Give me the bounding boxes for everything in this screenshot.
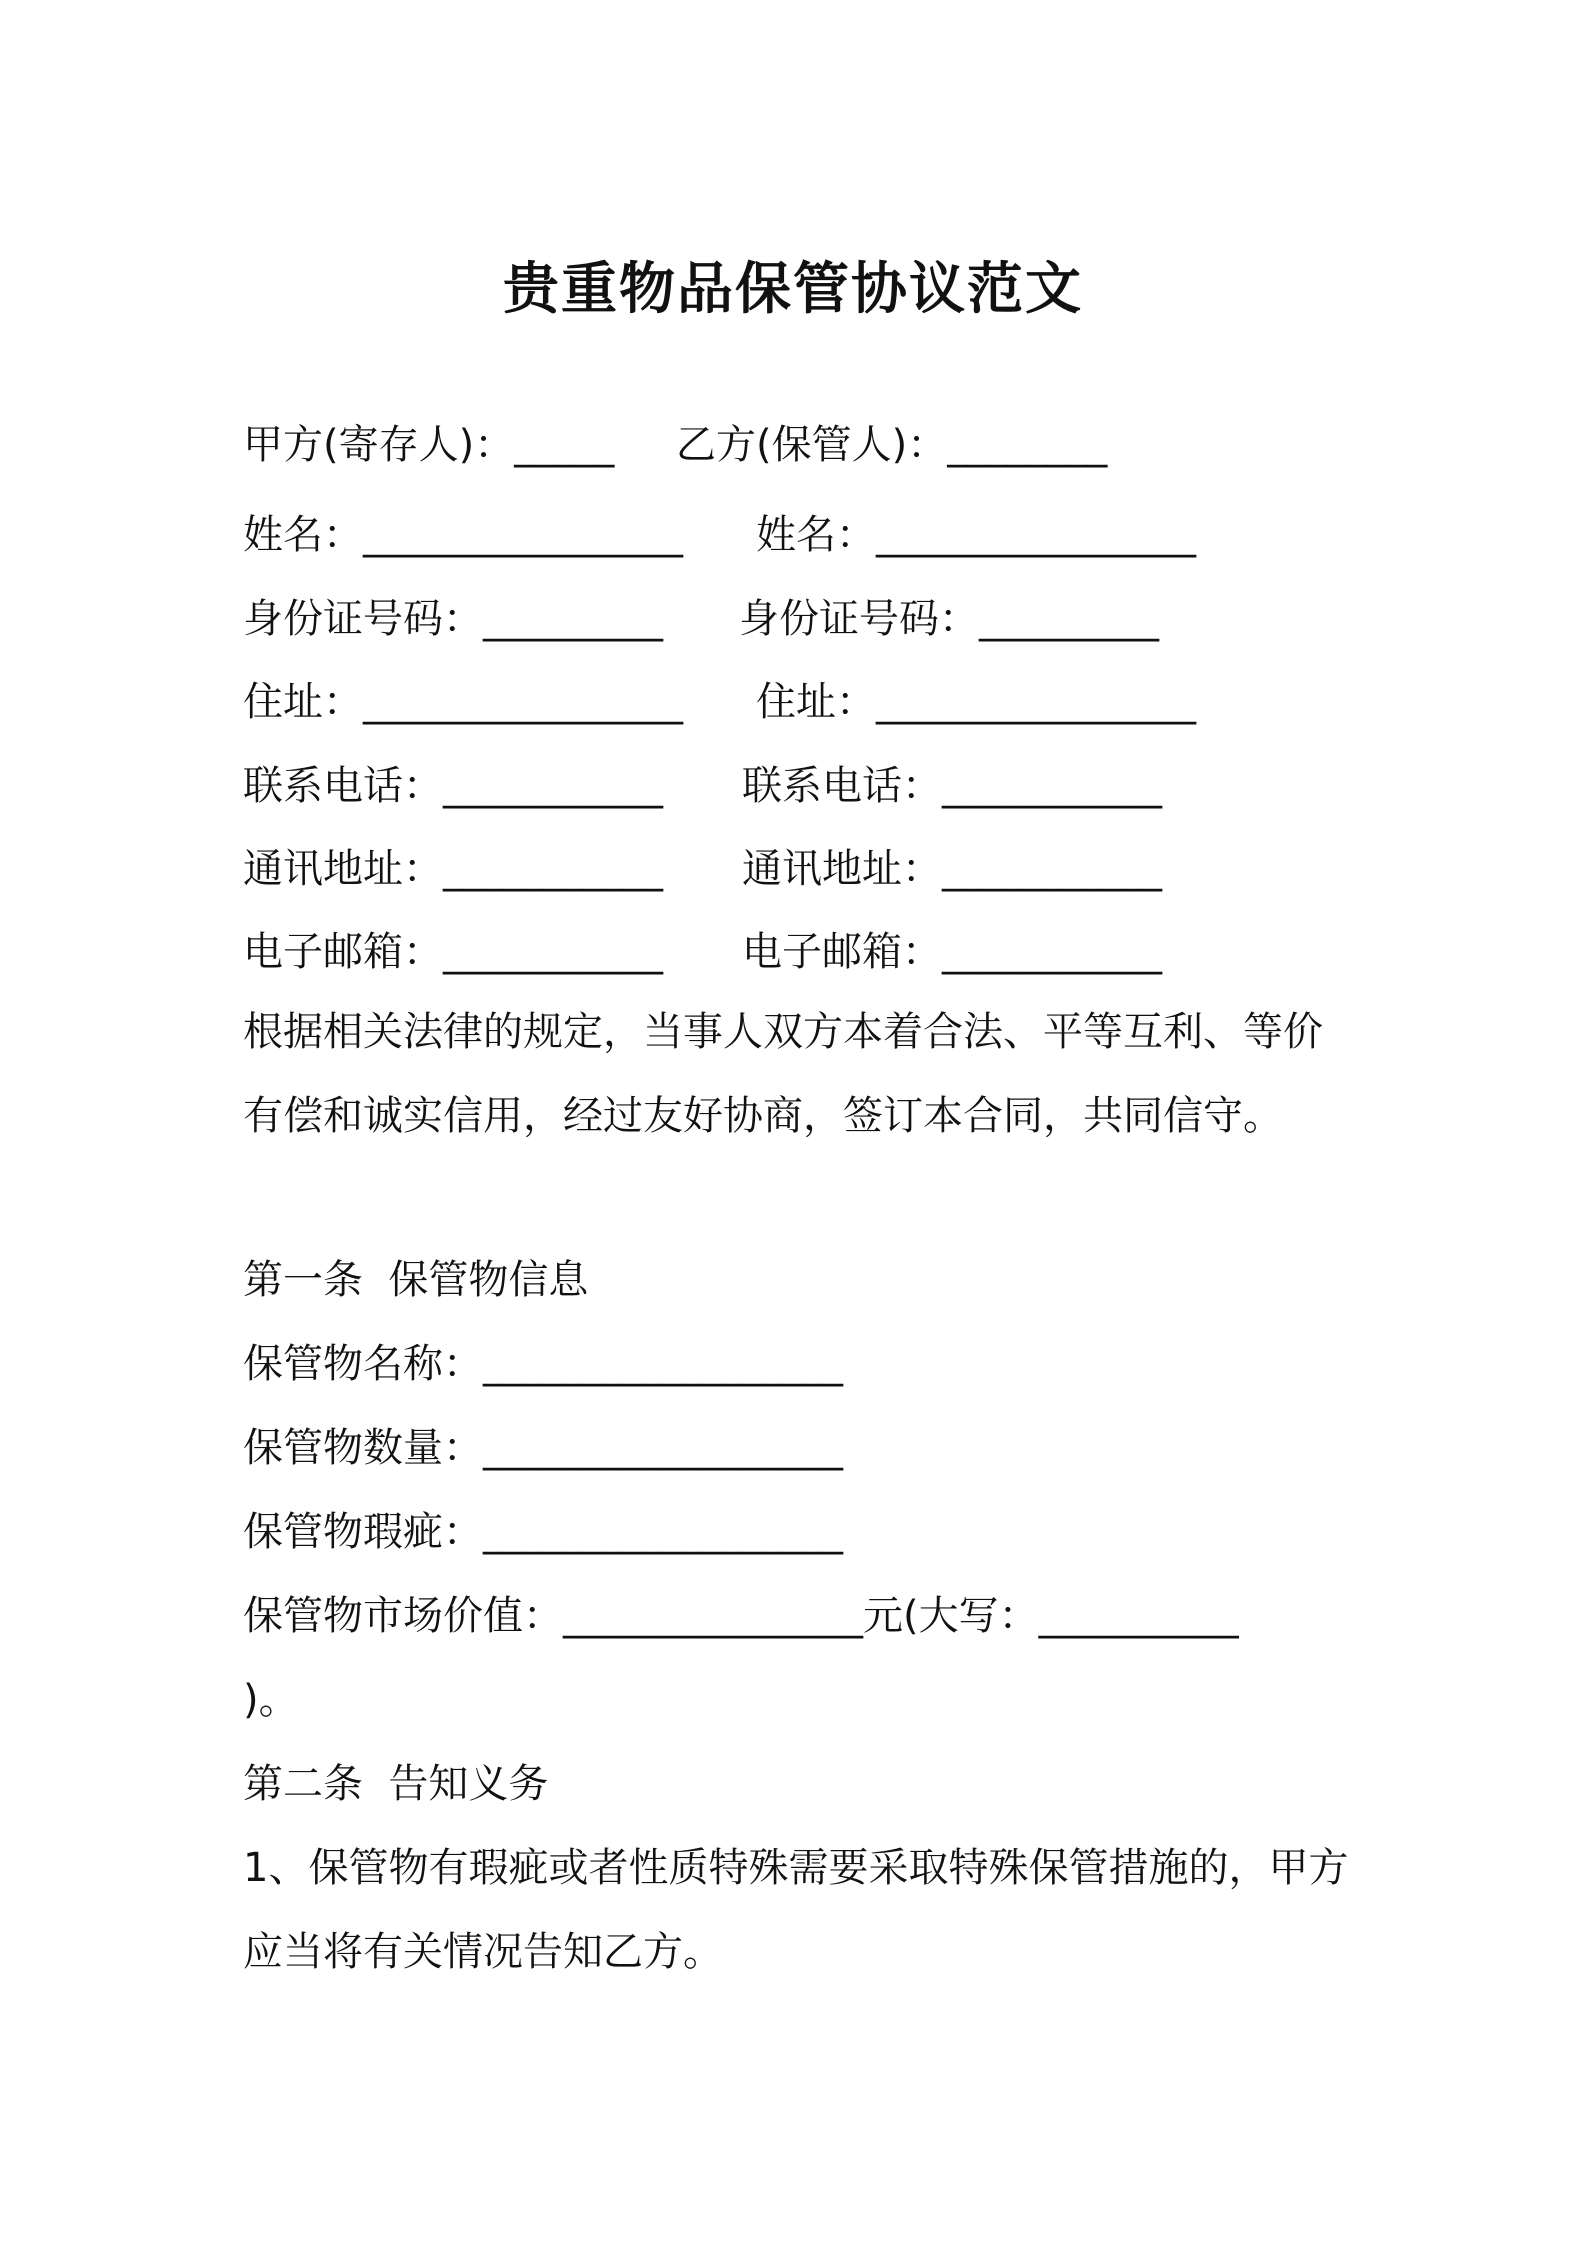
party-a-mail-address-field: 通讯地址：___________: [243, 846, 663, 892]
item-value-field-end: )。: [243, 1677, 299, 1723]
party-a-phone-field: 联系电话：___________: [243, 763, 663, 809]
party-b-phone-field: 联系电话：___________: [742, 763, 1162, 809]
item-name-field: 保管物名称：__________________: [243, 1341, 843, 1387]
article-2-item-1: 1、保管物有瑕疵或者性质特殊需要采取特殊保管措施的，甲方应当将有关情况告知乙方。: [243, 1845, 1349, 1975]
party-b-id-field: 身份证号码：_________: [739, 596, 1159, 642]
party-b-mail-address-field: 通讯地址：___________: [742, 846, 1162, 892]
party-a-name-field: 姓名：________________: [243, 512, 683, 558]
item-quantity-field: 保管物数量：__________________: [243, 1425, 843, 1471]
party-a-label: 甲方(寄存人)：_____: [243, 422, 615, 468]
article-2-heading: 第二条 告知义务: [243, 1761, 549, 1807]
party-a-id-field: 身份证号码：_________: [243, 596, 663, 642]
party-b-label: 乙方(保管人)：________: [676, 422, 1108, 468]
document-title: 贵重物品保管协议范文: [503, 257, 1083, 322]
party-b-email-field: 电子邮箱：___________: [742, 929, 1162, 975]
party-a-address-field: 住址：________________: [243, 679, 683, 725]
article-1-heading: 第一条 保管物信息: [243, 1257, 589, 1303]
item-value-field: 保管物市场价值：_______________元(大写：__________: [243, 1593, 1239, 1639]
party-b-address-field: 住址：________________: [756, 679, 1196, 725]
party-a-email-field: 电子邮箱：___________: [243, 929, 663, 975]
party-b-name-field: 姓名：________________: [756, 512, 1196, 558]
intro-paragraph: 根据相关法律的规定，当事人双方本着合法、平等互利、等价有偿和诚实信用，经过友好协商，签订本合同，共同信守。: [243, 1009, 1323, 1139]
item-defect-field: 保管物瑕疵：__________________: [243, 1509, 843, 1555]
